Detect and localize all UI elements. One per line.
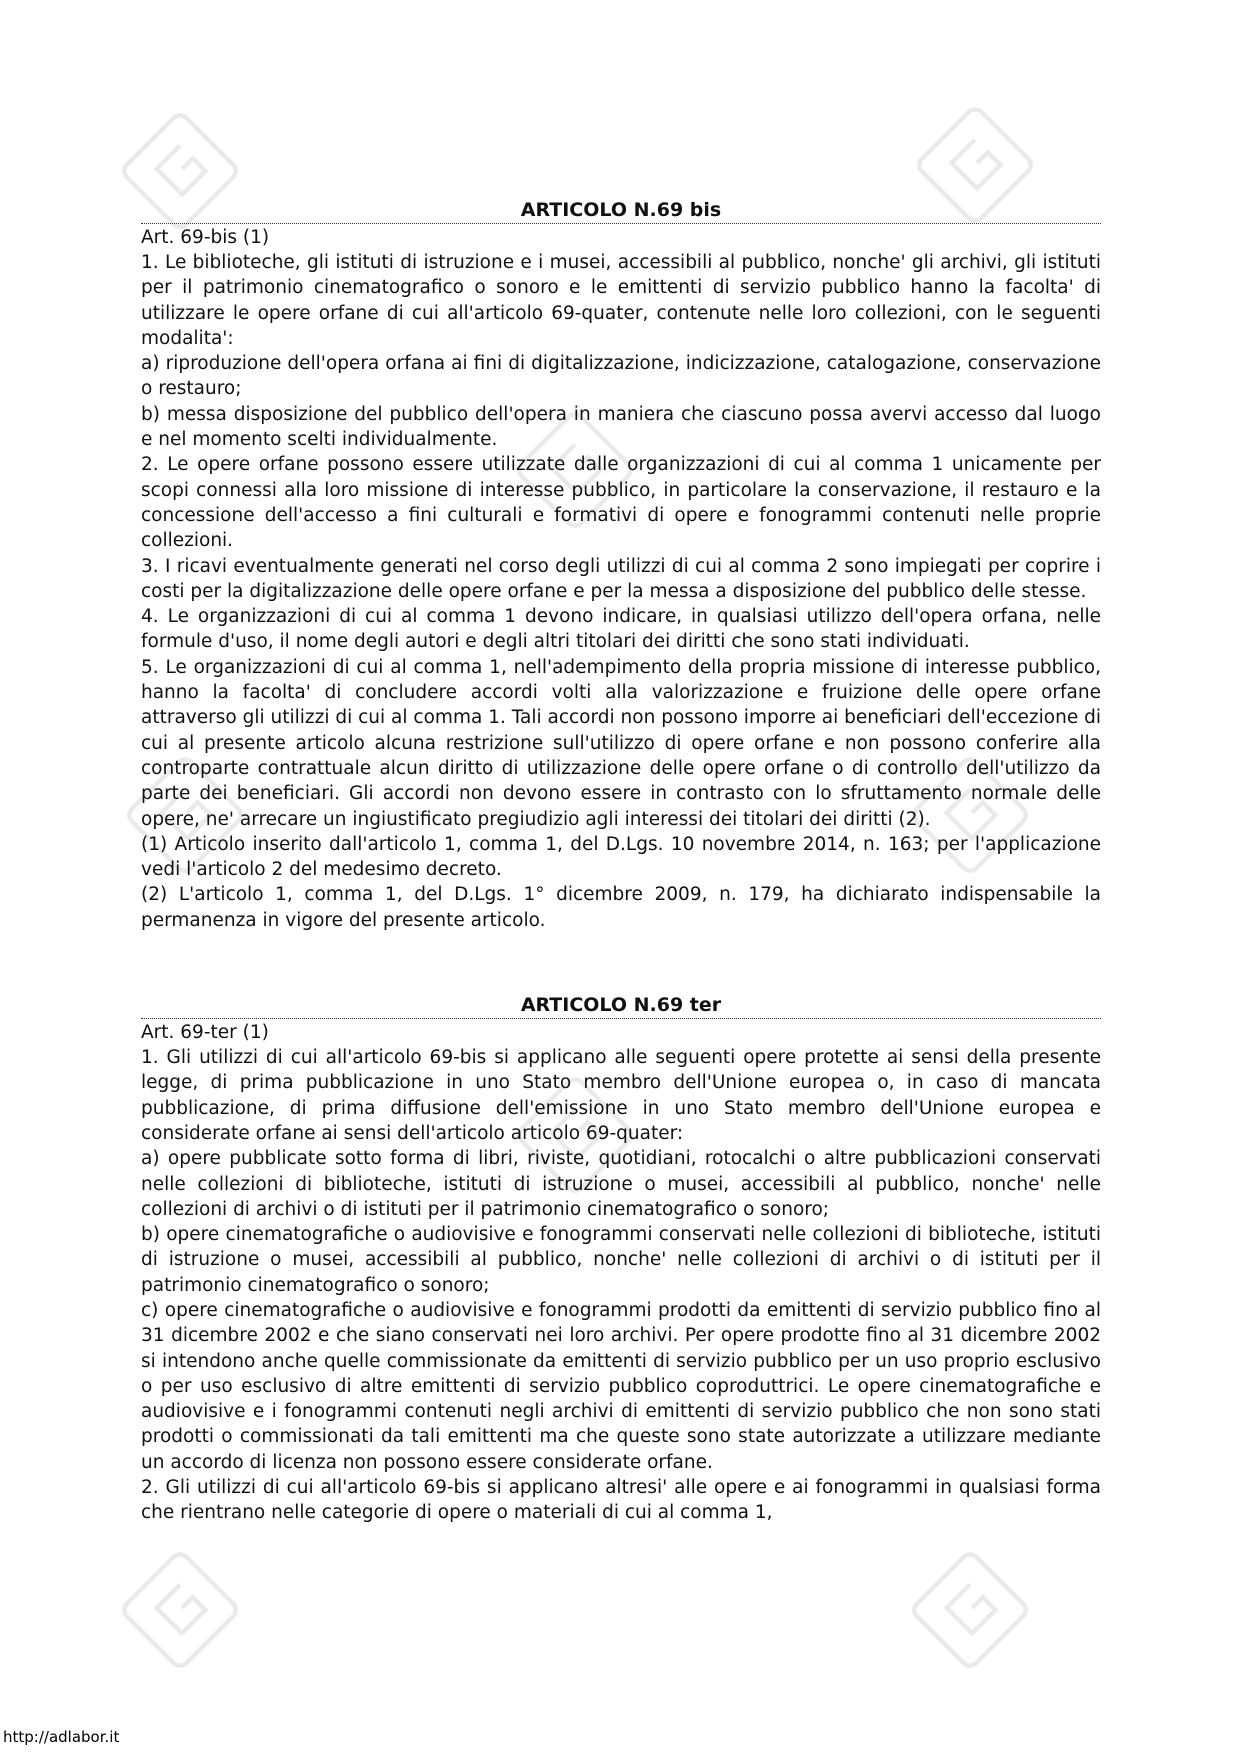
article-title: ARTICOLO N.69 bis xyxy=(141,198,1101,224)
paragraph: b) opere cinematografiche o audiovisive e fonogrammi conservati nelle collezioni di biblioteche, istituti di istruzione o musei, accessibili al pubblico, nonche' nelle collezioni di archivi o di istituti per il patrimonio cinematografico o sonoro; xyxy=(141,1224,1101,1296)
footnote: (2) L'articolo 1, comma 1, del D.Lgs. 1° dicembre 2009, n. 179, ha dichiarato indispensabile la permanenza in vigore del presente articolo. xyxy=(141,884,1101,931)
article-reference: Art. 69-ter (1) xyxy=(141,1022,269,1044)
watermark-logo-icon xyxy=(105,1535,255,1685)
paragraph: 5. Le organizzazioni di cui al comma 1, nell'adempimento della propria missione di interesse pubblico, hanno la facolta' di concludere accordi volti alla valorizzazione e fruizione delle opere orfane attraverso gli utilizzi di cui al comma 1. Tali accordi non possono imporre ai beneficiari dell'eccezione di cui al presente articolo alcuna restrizione sull'utilizzo di opere orfane e non possono conferire alla controparte contrattuale alcun diritto di utilizzazione delle opere orfane o di controllo dell'utilizzo da parte dei beneficiari. Gli accordi non devono essere in contrasto con lo sfruttamento normale delle opere, ne' arrecare un ingiustificato pregiudizio agli interessi dei titolari dei diritti (2). xyxy=(141,656,1101,830)
paragraph: b) messa disposizione del pubblico dell'opera in maniera che ciascuno possa avervi accesso dal luogo e nel momento scelti individualmente. xyxy=(141,403,1101,451)
article-title: ARTICOLO N.69 ter xyxy=(141,993,1101,1019)
footnote: (1) Articolo inserito dall'articolo 1, comma 1, del D.Lgs. 10 novembre 2014, n. 163; per l'applicazione vedi l'articolo 2 del medesimo decreto. xyxy=(141,833,1101,881)
paragraph: 1. Le biblioteche, gli istituti di istruzione e i musei, accessibili al pubblico, nonche' gli archivi, gli istituti per il patrimonio cinematografico o sonoro e le emittenti di servizio pubblico hanno la facolta' di utilizzare le opere orfane di cui all'articolo 69-quater, contenute nelle loro collezioni, con le seguenti modalita': xyxy=(141,252,1101,349)
paragraph: c) opere cinematografiche o audiovisive e fonogrammi prodotti da emittenti di servizio pubblico fino al 31 dicembre 2002 e che siano conservati nei loro archivi. Per opere prodotte fino al 31 dicembre 2002 si intendono anche quelle commissionate da emittenti di servizio pubblico per un uso proprio esclusivo o per uso esclusivo di altre emittenti di servizio pubblico coproduttrici. Le opere cinematografiche e audiovisive e i fonogrammi contenuti negli archivi di emittenti di servizio pubblico che non sono stati prodotti o commissionati da tali emittenti ma che queste sono state autorizzate a utilizzare mediante un accordo di licenza non possono essere considerate orfane. xyxy=(141,1299,1101,1473)
paragraph: 4. Le organizzazioni di cui al comma 1 devono indicare, in qualsiasi utilizzo dell'opera orfana, nelle formule d'uso, il nome degli autori e degli altri titolari dei diritti che sono stati individuati. xyxy=(141,606,1101,653)
paragraph: 2. Le opere orfane possono essere utilizzate dalle organizzazioni di cui al comma 1 unicamente per scopi connessi alla loro missione di interesse pubblico, in particolare la conservazione, il restauro e la concessione dell'accesso a fini culturali e formativi di opere e fonogrammi contenuti nelle proprie collezioni. xyxy=(141,454,1101,552)
article-69-bis xyxy=(141,198,1101,933)
article-69-ter xyxy=(141,993,1101,1526)
paragraph: 2. Gli utilizzi di cui all'articolo 69-bis si applicano altresi' alle opere e ai fonogrammi in qualsiasi forma che rientrano nelle categorie di opere o materiali di cui al comma 1, xyxy=(141,1477,1101,1524)
paragraph: a) opere pubblicate sotto forma di libri, riviste, quotidiani, rotocalchi o altre pubblicazioni conservati nelle collezioni di biblioteche, istituti di istruzione o musei, accessibili al pubblico, nonche' nelle collezioni di archivi o di istituti per il patrimonio cinematografico o sonoro; xyxy=(141,1148,1101,1220)
paragraph: 1. Gli utilizzi di cui all'articolo 69-bis si applicano alle seguenti opere protette ai sensi della presente legge, di prima pubblicazione in uno Stato membro dell'Unione europea o, in caso di mancata pubblicazione, di prima diffusione dell'emissione in uno Stato membro dell'Unione europea e considerate orfane ai sensi dell'articolo articolo 69-quater: xyxy=(141,1047,1101,1144)
footer-source-link[interactable]: http://adlabor.it xyxy=(3,1728,120,1746)
document-body xyxy=(141,198,1101,1526)
article-reference: Art. 69-bis (1) xyxy=(141,227,270,248)
watermark-logo-icon xyxy=(895,1535,1045,1685)
paragraph: a) riproduzione dell'opera orfana ai fini di digitalizzazione, indicizzazione, catalogazione, conservazione o restauro; xyxy=(141,353,1101,400)
section-spacer xyxy=(141,933,1101,993)
paragraph: 3. I ricavi eventualmente generati nel corso degli utilizzi di cui al comma 2 sono impiegati per coprire i costi per la digitalizzazione delle opere orfane e per la messa a disposizione del pubblico delle stesse. xyxy=(141,555,1101,602)
